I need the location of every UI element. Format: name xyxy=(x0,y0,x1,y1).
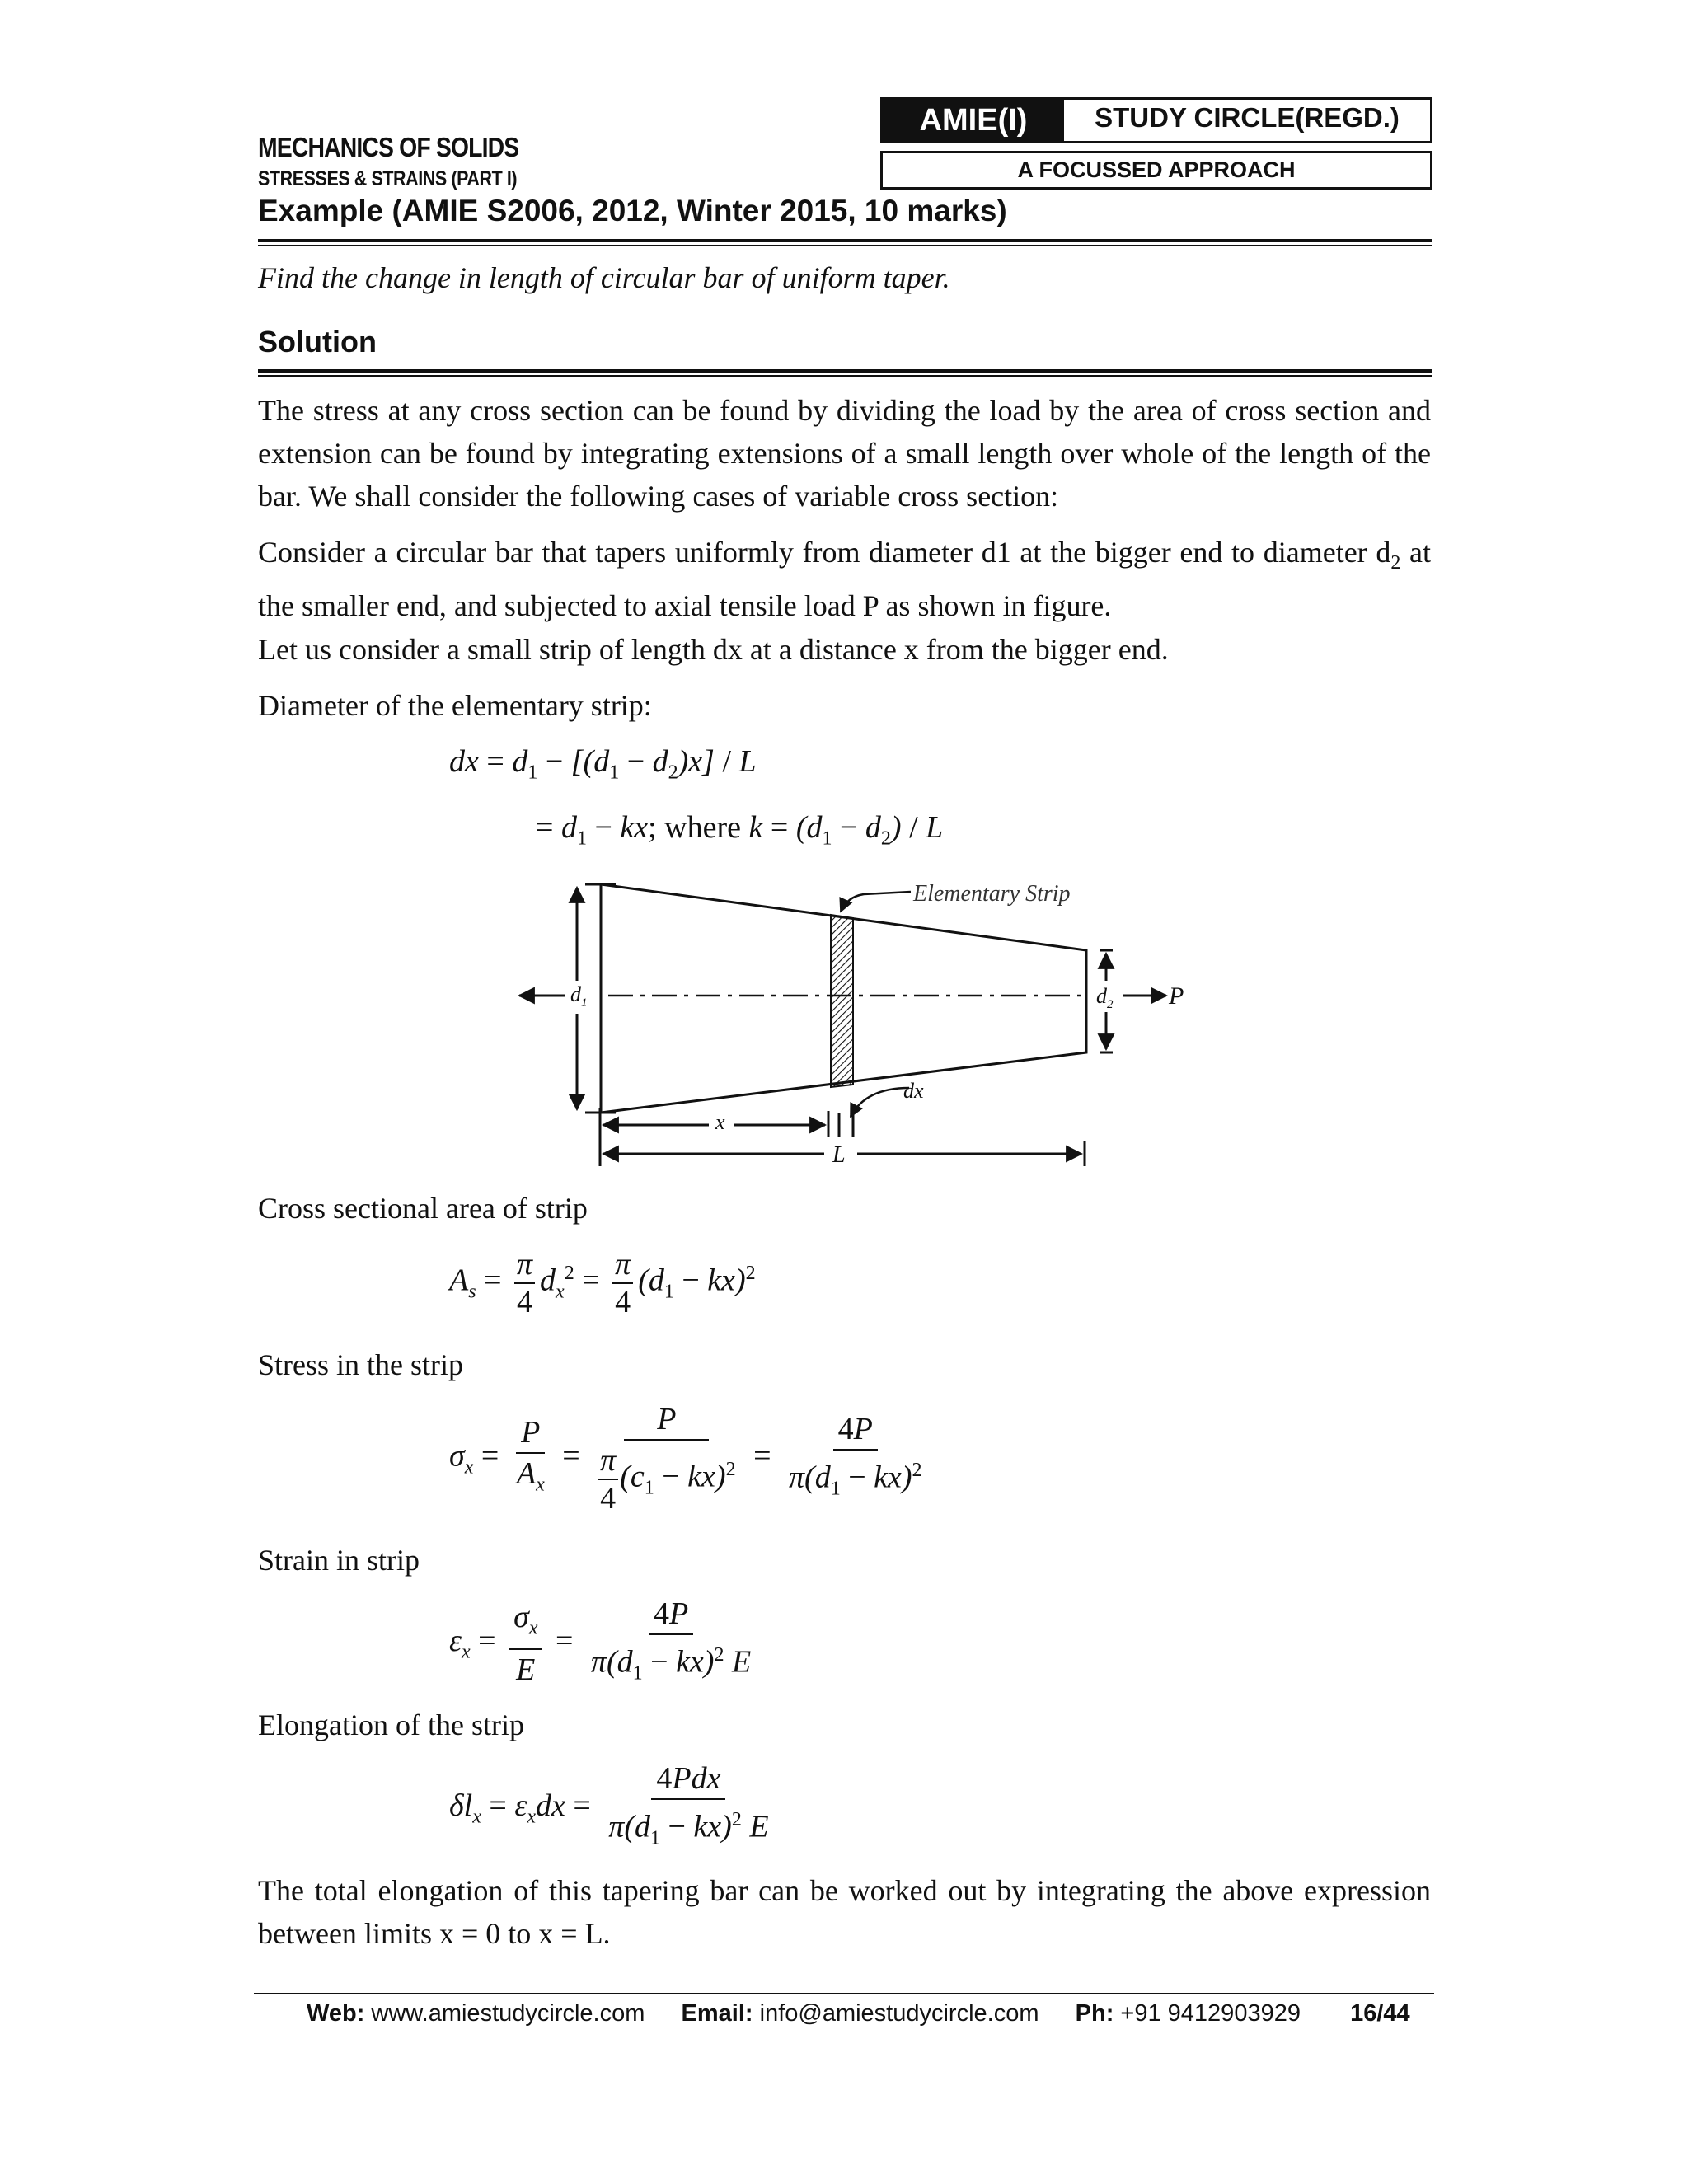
footer-phone-label: Ph: xyxy=(1075,2000,1114,2027)
logo-right: STUDY CIRCLE(REGD.) xyxy=(1095,102,1400,133)
tapered-bar-figure xyxy=(495,865,1220,1179)
l-label: L xyxy=(832,1142,846,1168)
strip-paragraph: Let us consider a small strip of length dx at a distance x from the bigger end. xyxy=(258,633,1169,666)
diameter-label: Diameter of the elementary strip: xyxy=(258,689,652,722)
equation-strain: $\varepsilon_x$ = $\frac{\sigma_x}{E}$ = $\frac{4P}{\pi(d_1 - kx)^2 E}$ xyxy=(449,1596,752,1687)
solution-rule-1 xyxy=(258,369,1432,373)
footer-rule xyxy=(254,1993,1434,1994)
strain-label: Strain in strip xyxy=(258,1544,420,1577)
strip-leader xyxy=(841,892,911,912)
equation-diameter: dx = $d_1 - [(d_1 - d_2)x] / L$ xyxy=(449,744,757,784)
footer-email-label: Email: xyxy=(681,2000,753,2027)
equation-area: $A_s$ = $\frac{\pi}{4}$ $d_x^2$ = $\frac{\pi}{4}$ $(d_1 - kx)^2$ xyxy=(449,1247,756,1319)
logo-box xyxy=(880,97,1432,143)
logo-left: AMIE(I) xyxy=(883,100,1064,141)
dx-label: dx xyxy=(903,1079,924,1103)
footer-web[interactable]: www.amiestudycircle.com xyxy=(371,2000,645,2027)
page-number: 16/44 xyxy=(1350,2000,1410,2027)
equation-elongation: $\delta l_x = \varepsilon_xdx$ = $\frac{\text{4Pdx}}{\pi(d_1 - kx)^2 E}$ xyxy=(449,1761,769,1849)
taper-text-a: Consider a circular bar that tapers uniformly from diameter d1 at the bigger end to diameter d xyxy=(258,536,1391,569)
title-rule-2 xyxy=(258,245,1432,246)
solution-rule-2 xyxy=(258,375,1432,377)
x-label: x xyxy=(715,1110,725,1134)
elongation-label: Elongation of the strip xyxy=(258,1708,524,1741)
elementary-strip xyxy=(831,915,853,1087)
header-chapter: STRESSES & STRAINS (PART I) xyxy=(258,167,518,190)
load-label: P xyxy=(1169,982,1184,1010)
taper-text-b: at the smaller end, and subjected to axial tensile load P as shown in figure. xyxy=(258,536,1431,623)
equation-k: = $d_1$ − kx; where $k = (d_1 - d_2) / L$ xyxy=(536,810,944,850)
equation-stress: $\sigma_x$ = $\frac{P}{A_x}$ = P $\frac{\pi}{4}$ $(c_1 - kx)^2$ = $\frac{4P}{\pi(d_1 - kx)^2}$ xyxy=(449,1402,922,1516)
taper-text-sub: 2 xyxy=(1390,552,1401,574)
footer-phone: +91 9412903929 xyxy=(1120,2000,1301,2027)
d1-label: $d_1$ xyxy=(570,982,588,1010)
area-label: Cross sectional area of strip xyxy=(258,1192,588,1225)
dx-leader xyxy=(851,1088,909,1117)
solution-heading: Solution xyxy=(258,325,377,359)
example-title: Example (AMIE S2006, 2012, Winter 2015, 10 marks) xyxy=(258,194,1007,227)
tagline: A FOCUSSED APPROACH xyxy=(1017,157,1296,182)
strip-label: Elementary Strip xyxy=(913,881,1071,907)
final-paragraph: The total elongation of this tapering bar can be worked out by integrating the above expression between limits x = 0 to x = L. xyxy=(258,1874,1431,1950)
intro-paragraph: The stress at any cross section can be found by dividing the load by the area of cross section and extension can be found by integrating extensions of a small length over whole of the length of the bar. We shall consider the following cases of variable cross section: xyxy=(258,394,1431,513)
taper-paragraph xyxy=(258,531,1431,627)
where-word: ; where xyxy=(648,810,741,845)
question-text: Find the change in length of circular bar of uniform taper. xyxy=(258,261,950,294)
tagline-box xyxy=(880,151,1432,190)
header-subject: MECHANICS OF SOLIDS xyxy=(258,132,519,162)
stress-label: Stress in the strip xyxy=(258,1348,463,1381)
footer-email[interactable]: info@amiestudycircle.com xyxy=(759,2000,1039,2027)
title-rule-1 xyxy=(258,239,1432,242)
footer xyxy=(307,2000,1410,2027)
d2-label: $d_2$ xyxy=(1096,984,1114,1011)
footer-web-label: Web: xyxy=(307,2000,365,2027)
